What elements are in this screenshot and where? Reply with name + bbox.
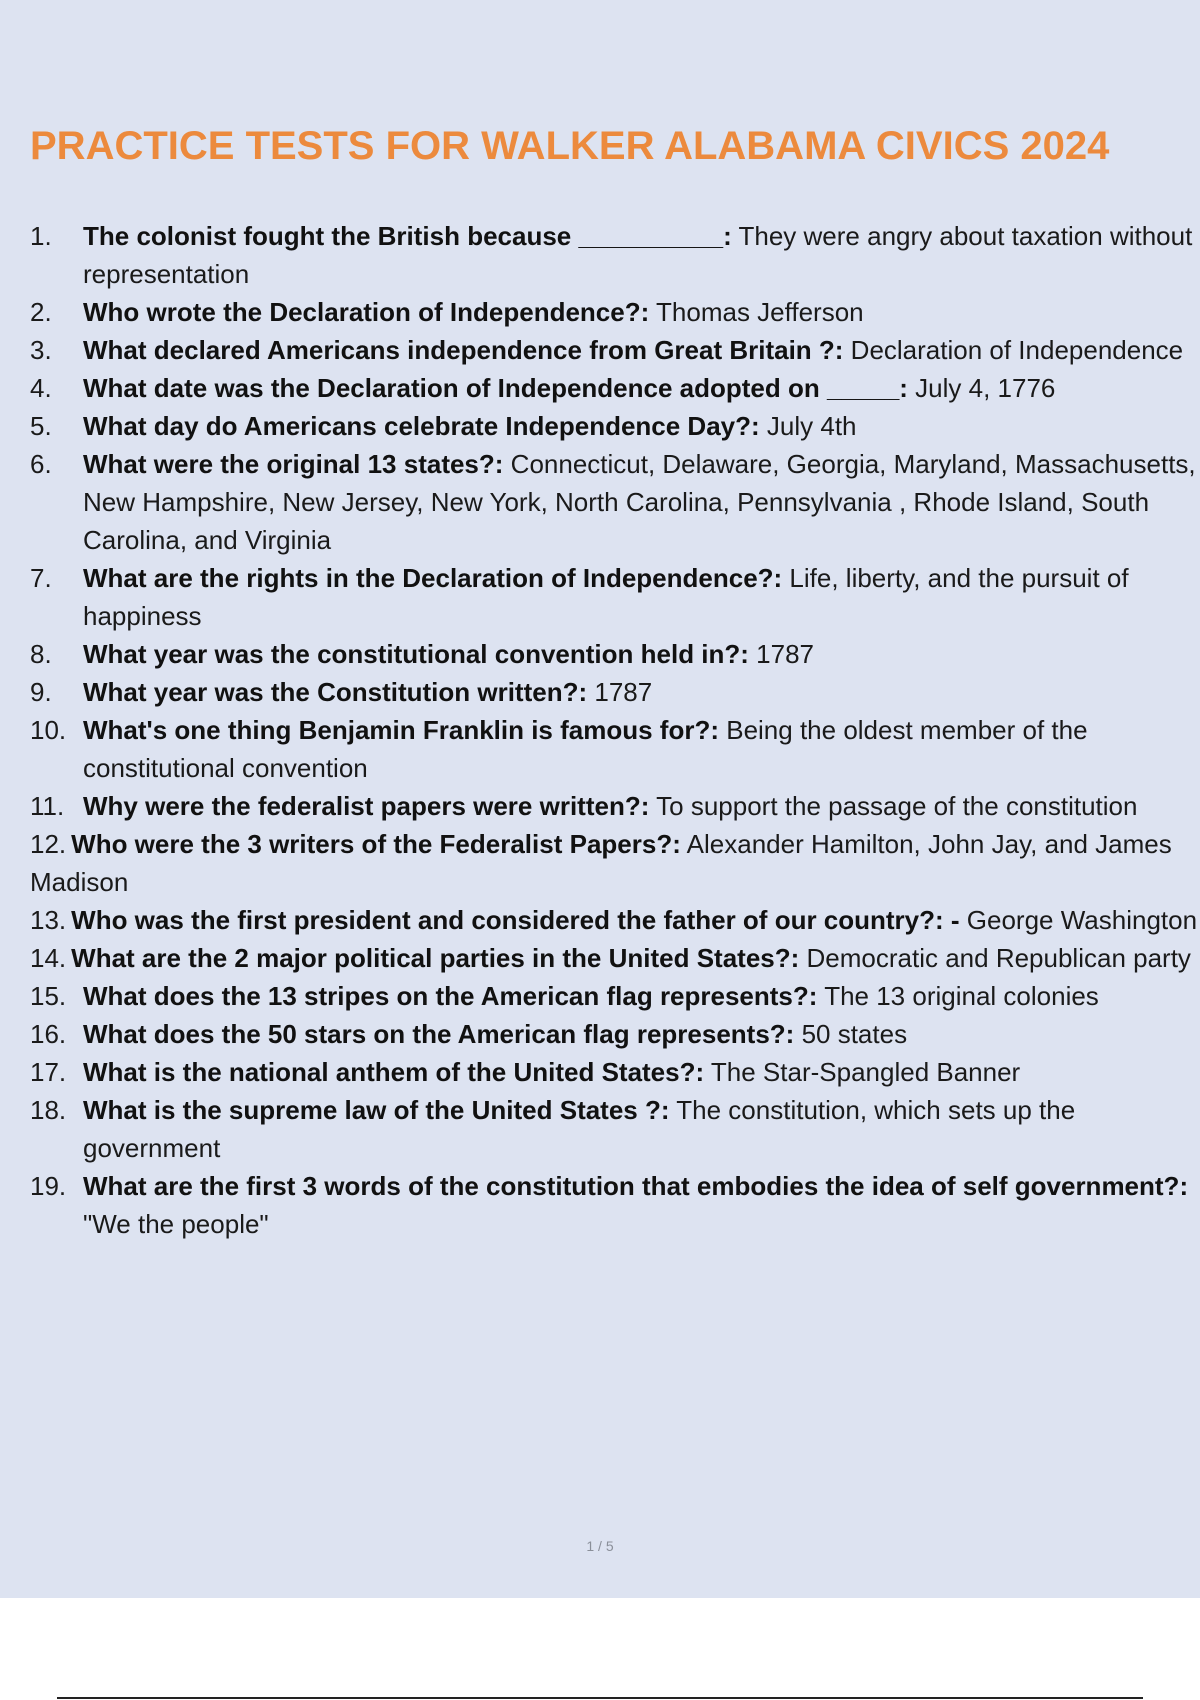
list-item xyxy=(0,331,1200,369)
answer-text: Thomas Jefferson xyxy=(649,297,864,327)
item-number: 3. xyxy=(30,335,52,365)
answer-text: July 4th xyxy=(759,411,857,441)
question-text: What were the original 13 states?: xyxy=(83,449,504,479)
item-number: 8. xyxy=(30,639,52,669)
item-number: 11. xyxy=(30,791,65,821)
question-text: What is the national anthem of the United States?: xyxy=(83,1057,705,1087)
question-text: Who was the first president and considered the father of our country?: - xyxy=(71,905,960,935)
list-item xyxy=(0,711,1200,787)
item-number: 12. xyxy=(30,829,67,859)
answer-text: The 13 original colonies xyxy=(817,981,1099,1011)
item-number: 7. xyxy=(30,563,52,593)
item-number: 10. xyxy=(30,715,67,745)
answer-text: "We the people" xyxy=(83,1209,269,1239)
list-item xyxy=(0,901,1200,939)
footer-divider xyxy=(57,1697,1143,1699)
list-item xyxy=(0,293,1200,331)
item-number: 14. xyxy=(30,943,67,973)
list-item xyxy=(0,559,1200,635)
answer-text: George Washington xyxy=(959,905,1198,935)
item-number: 15. xyxy=(30,981,67,1011)
list-item xyxy=(0,1091,1200,1167)
question-text: What year was the Constitution written?: xyxy=(83,677,588,707)
question-text: What does the 50 stars on the American flag represents?: xyxy=(83,1019,795,1049)
item-number: 6. xyxy=(30,449,52,479)
question-text: What does the 13 stripes on the American flag represents?: xyxy=(83,981,818,1011)
answer-text: 1787 xyxy=(748,639,815,669)
question-text: What is the supreme law of the United States ?: xyxy=(83,1095,670,1125)
item-number: 2. xyxy=(30,297,52,327)
question-text: What date was the Declaration of Independence adopted on _____: xyxy=(83,373,908,403)
question-text: What day do Americans celebrate Independence Day?: xyxy=(83,411,760,441)
item-number: 17. xyxy=(30,1057,67,1087)
question-text: What are the first 3 words of the constitution that embodies the idea of self government?: xyxy=(83,1171,1189,1201)
answer-text: Connecticut, Delaware, Georgia, Maryland, Massachusetts, New Hampshire, New Jersey, New York, North Carolina, Pennsylvania , Rhode Island, South Carolina, and Virginia xyxy=(83,449,1196,555)
answer-text: The constitution, which sets up the government xyxy=(83,1095,1076,1163)
item-number: 18. xyxy=(30,1095,67,1125)
question-text: What's one thing Benjamin Franklin is famous for?: xyxy=(83,715,719,745)
item-number: 9. xyxy=(30,677,52,707)
question-text: Who wrote the Declaration of Independence?: xyxy=(83,297,650,327)
question-text: What are the rights in the Declaration of Independence?: xyxy=(83,563,783,593)
item-number: 13. xyxy=(30,905,67,935)
list-item xyxy=(0,977,1200,1015)
list-item xyxy=(0,635,1200,673)
list-item xyxy=(0,369,1200,407)
question-text: Who were the 3 writers of the Federalist Papers?: xyxy=(71,829,681,859)
answer-text: Democratic and Republican party xyxy=(799,943,1191,973)
question-text: What declared Americans independence from Great Britain ?: xyxy=(83,335,844,365)
answer-text: 50 states xyxy=(794,1019,908,1049)
list-item xyxy=(0,825,1200,901)
list-item xyxy=(0,217,1200,293)
list-item xyxy=(0,1053,1200,1091)
answer-text: Life, liberty, and the pursuit of happiness xyxy=(83,563,1129,631)
list-item xyxy=(0,939,1200,977)
list-item xyxy=(0,1015,1200,1053)
list-item xyxy=(0,673,1200,711)
answer-text: Declaration of Independence xyxy=(843,335,1184,365)
page-title: PRACTICE TESTS FOR WALKER ALABAMA CIVICS 2024 xyxy=(30,124,1110,168)
question-text: What are the 2 major political parties in the United States?: xyxy=(71,943,800,973)
item-number: 5. xyxy=(30,411,52,441)
list-item xyxy=(0,787,1200,825)
item-number: 16. xyxy=(30,1019,67,1049)
answer-text: July 4, 1776 xyxy=(907,373,1056,403)
page-indicator: 1 / 5 xyxy=(586,1538,614,1554)
answer-text: To support the passage of the constitution xyxy=(649,791,1138,821)
list-item xyxy=(0,445,1200,559)
list-item xyxy=(0,1167,1200,1243)
answer-text: 1787 xyxy=(587,677,653,707)
answer-text: Alexander Hamilton, John Jay, and James Madison xyxy=(30,829,1172,897)
question-text: What year was the constitutional convention held in?: xyxy=(83,639,749,669)
answer-text: The Star-Spangled Banner xyxy=(704,1057,1021,1087)
item-number: 4. xyxy=(30,373,52,403)
item-number: 19. xyxy=(30,1171,67,1201)
list-item xyxy=(0,407,1200,445)
item-number: 1. xyxy=(30,221,52,251)
question-list xyxy=(0,217,1200,1243)
question-text: The colonist fought the British because __________: xyxy=(83,221,732,251)
answer-text: They were angry about taxation without representation xyxy=(83,221,1193,289)
answer-text: Being the oldest member of the constitutional convention xyxy=(83,715,1088,783)
question-text: Why were the federalist papers were written?: xyxy=(83,791,650,821)
